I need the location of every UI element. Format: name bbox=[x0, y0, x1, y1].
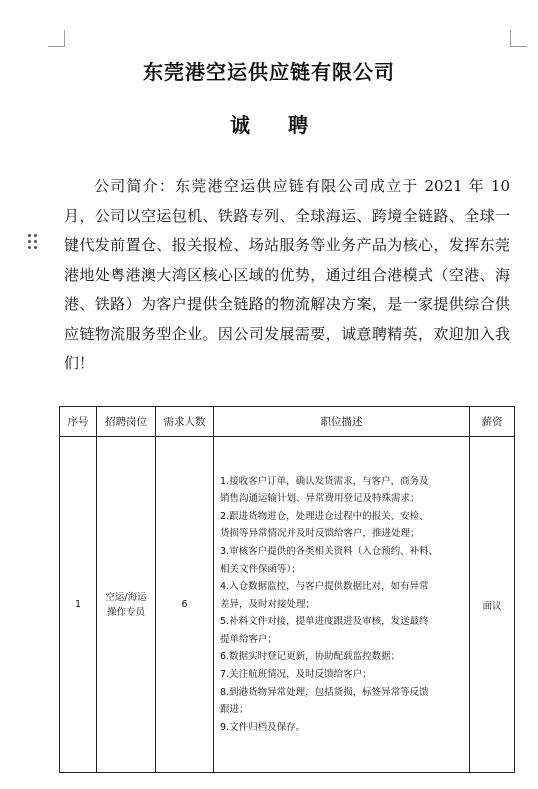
description-line: 9.文件归档及保存。 bbox=[220, 721, 306, 733]
description-line: 提单给客户； bbox=[220, 633, 278, 645]
company-intro: 公司简介：东莞港空运供应链有限公司成立于 2021 年 10 月，公司以空运包机、铁路专列、全球海运、跨境全链路、全球一键代发前置仓、报关报检、场站服务等业务产品为核心，发挥东莞港地处粤港澳大湾区核心区域的优势，通过组合港模式（空港、海港、铁路）为客户提供全链路的物流解决方案，是一家提供综合供应链物流服务型企业。因公司发展需要，诚意聘精英，欢迎加入我们！ bbox=[64, 177, 510, 372]
description-line: 2.跟进货物进仓，处理进仓过程中的报关、安检、 bbox=[220, 510, 429, 522]
header-description: 职位描述 bbox=[214, 407, 470, 437]
company-name: 东莞港空运供应链有限公司 bbox=[143, 60, 395, 84]
header-position: 招聘岗位 bbox=[97, 407, 156, 437]
header-salary: 薪资 bbox=[470, 407, 515, 437]
description-line: 7.关注航班情况，及时反馈给客户； bbox=[220, 669, 372, 681]
description-line: 8.到港货物异常处理，包括货损，标签异常等反馈 bbox=[220, 686, 429, 698]
page-heading: 诚聘 bbox=[230, 113, 346, 137]
description-line: 1.接收客户订单，确认发货需求，与客户，商务及 bbox=[220, 475, 429, 487]
page-corner-mark-top-right bbox=[510, 30, 527, 47]
header-no: 序号 bbox=[60, 407, 97, 437]
description-line: 3.审核客户提供的各类相关资料（入仓预约、补料、 bbox=[220, 545, 439, 557]
position-text: 空运/海运操作专员 bbox=[105, 591, 147, 618]
description-line: 6.数据实时登记更新，协助配载监控数据； bbox=[220, 651, 401, 663]
job-table bbox=[59, 406, 515, 773]
description-line: 销售沟通运输计划、异常费用登记及特殊需求； bbox=[220, 493, 420, 505]
row-salary: 面议 bbox=[470, 437, 515, 773]
description-line: 4.入仓数据监控，与客户提供数据比对，如有异常 bbox=[220, 581, 429, 593]
description-line: 跟进； bbox=[220, 704, 249, 716]
table-header-row bbox=[60, 407, 515, 437]
row-position bbox=[97, 437, 156, 773]
page-corner-mark-top-left bbox=[48, 30, 65, 47]
description-line: 货损等异常情况并及时反馈给客户，推进处理； bbox=[220, 528, 420, 540]
drag-handle-icon[interactable] bbox=[28, 234, 38, 250]
description-line: 相关文件保函等）； bbox=[220, 563, 301, 575]
row-description bbox=[214, 437, 470, 773]
table-row bbox=[60, 437, 515, 773]
description-line: 5.补料文件对接，提单进度跟进及审核，发送最终 bbox=[220, 616, 429, 628]
row-no: 1 bbox=[60, 437, 97, 773]
row-count: 6 bbox=[156, 437, 214, 773]
header-count: 需求人数 bbox=[156, 407, 214, 437]
description-line: 差异，及时对接处理； bbox=[220, 598, 316, 610]
